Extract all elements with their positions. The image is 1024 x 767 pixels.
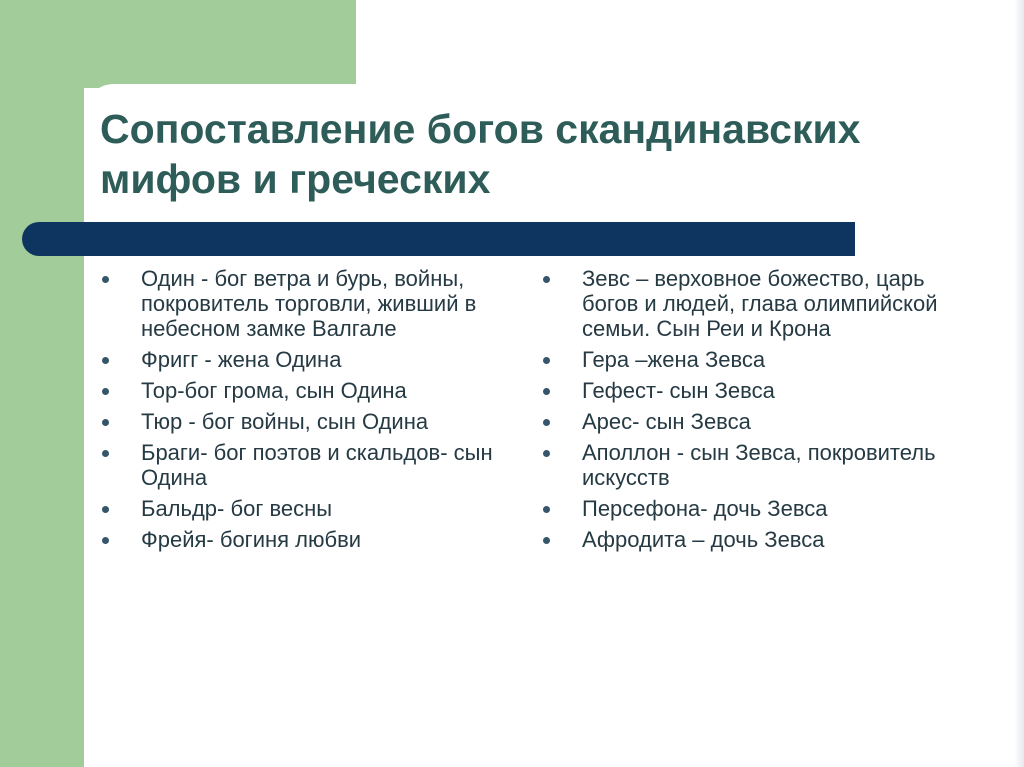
list-item-text: Фрейя- богиня любви [141,527,362,552]
list-item-text: Один - бог ветра и бурь, войны, покровитель торговли, живший в небесном замке Валгале [141,266,477,341]
title-divider-bar [22,222,855,256]
bullet-icon [102,450,109,457]
bullet-icon [543,357,550,364]
greek-gods-list [541,266,971,558]
list-item-text: Бальдр- бог весны [141,496,333,521]
bullet-icon [102,506,109,513]
slide-title: Сопоставление богов скандинавских мифов и греческих [100,106,861,202]
list-item-text: Браги- бог поэтов и скальдов- сын Одина [141,440,493,490]
list-item-text: Аполлон - сын Зевса, покровитель искусств [582,440,936,490]
bullet-icon [543,450,550,457]
list-item-text: Афродита – дочь Зевса [582,527,825,552]
list-item-text: Тор-бог грома, сын Одина [141,378,407,403]
list-item [541,496,971,521]
bullet-icon [102,537,109,544]
list-item [541,440,971,490]
list-item-text: Персефона- дочь Зевса [582,496,828,521]
list-item-text: Тюр - бог войны, сын Одина [141,409,429,434]
bullet-icon [543,388,550,395]
list-item [100,409,520,434]
bullet-icon [543,537,550,544]
list-item [541,527,971,552]
bullet-icon [102,357,109,364]
norse-gods-list [100,266,520,558]
list-item-text: Арес- сын Зевса [582,409,751,434]
green-accent-left [0,0,84,767]
list-item-text: Гефест- сын Зевса [582,378,775,403]
list-item [541,409,971,434]
list-item-text: Гера –жена Зевса [582,347,766,372]
bullet-icon [102,276,109,283]
list-item-text: Фригг - жена Одина [141,347,342,372]
list-item [100,527,520,552]
slide-edge-shadow [1014,0,1024,767]
list-item [541,266,971,341]
bullet-icon [543,276,550,283]
list-item [100,378,520,403]
bullet-icon [543,419,550,426]
list-item [100,347,520,372]
list-item [100,266,520,341]
list-item-text: Зевс – верховное божество, царь богов и людей, глава олимпийской семьи. Сын Реи и Крона [582,266,938,341]
bullet-icon [102,419,109,426]
bullet-icon [543,506,550,513]
list-item [541,378,971,403]
list-item [100,440,520,490]
list-item [541,347,971,372]
bullet-icon [102,388,109,395]
list-item [100,496,520,521]
